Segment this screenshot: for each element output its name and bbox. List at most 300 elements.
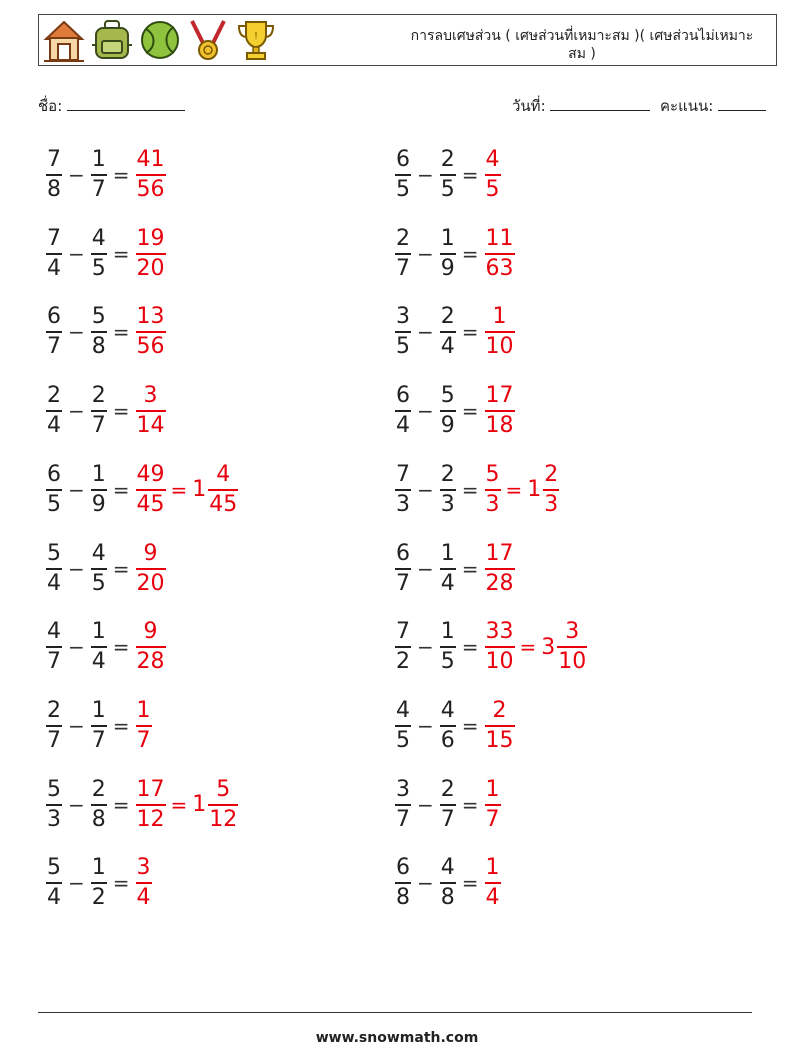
subtrahend-fraction bbox=[91, 304, 107, 360]
denominator: 5 bbox=[396, 177, 410, 202]
numerator: 1 bbox=[91, 461, 106, 487]
numerator: 6 bbox=[396, 855, 410, 881]
fraction-bar bbox=[46, 253, 62, 255]
fraction-bar bbox=[485, 568, 515, 570]
denominator: 20 bbox=[136, 255, 165, 281]
fraction-bar bbox=[395, 489, 411, 491]
fraction-bar bbox=[91, 804, 107, 806]
denominator: 5 bbox=[396, 334, 410, 360]
problem bbox=[395, 534, 515, 604]
fraction-bar bbox=[440, 568, 456, 570]
fraction-bar bbox=[440, 174, 456, 176]
equals-sign: = bbox=[461, 241, 479, 266]
denominator: 14 bbox=[136, 413, 165, 439]
denominator: 9 bbox=[91, 491, 106, 517]
numerator: 3 bbox=[396, 776, 410, 802]
equals-sign: = bbox=[112, 477, 130, 502]
numerator: 1 bbox=[440, 619, 455, 645]
equals-sign: = bbox=[112, 556, 130, 581]
fraction-bar bbox=[91, 331, 107, 333]
fraction-bar bbox=[136, 253, 166, 255]
subtrahend-fraction bbox=[440, 147, 456, 203]
minus-sign: − bbox=[68, 635, 85, 660]
numerator: 6 bbox=[47, 304, 61, 330]
date-label: วันที่: bbox=[512, 97, 546, 115]
minus-sign: − bbox=[68, 241, 85, 266]
problem bbox=[395, 691, 515, 761]
answer-fraction bbox=[136, 147, 166, 203]
minus-sign: − bbox=[68, 320, 85, 345]
numerator: 2 bbox=[440, 776, 455, 802]
equals-sign: = bbox=[461, 792, 479, 817]
denominator: 7 bbox=[91, 413, 106, 439]
subtrahend-fraction bbox=[440, 619, 456, 675]
subtrahend-fraction bbox=[91, 383, 107, 439]
denominator: 63 bbox=[485, 255, 514, 281]
problem bbox=[395, 612, 587, 682]
mixed-fraction bbox=[543, 462, 559, 518]
numerator: 9 bbox=[143, 540, 158, 566]
minuend-fraction bbox=[46, 619, 62, 675]
minus-sign: − bbox=[68, 713, 85, 738]
minus-sign: − bbox=[417, 163, 434, 187]
fraction-bar bbox=[91, 568, 107, 570]
fraction-bar bbox=[440, 489, 456, 491]
denominator: 4 bbox=[440, 334, 455, 360]
fraction-bar bbox=[543, 489, 559, 491]
subtrahend-fraction bbox=[91, 147, 107, 203]
minuend-fraction bbox=[395, 462, 411, 518]
subtrahend-fraction bbox=[440, 462, 456, 518]
denominator: 6 bbox=[440, 727, 455, 753]
numerator: 1 bbox=[485, 855, 500, 881]
denominator: 4 bbox=[136, 885, 151, 911]
problem bbox=[46, 612, 166, 682]
problem bbox=[46, 848, 152, 918]
numerator: 5 bbox=[216, 776, 231, 802]
numerator: 1 bbox=[440, 540, 455, 566]
denominator: 10 bbox=[485, 649, 514, 675]
fraction-bar bbox=[208, 804, 238, 806]
denominator: 7 bbox=[396, 255, 410, 281]
denominator: 28 bbox=[136, 649, 165, 675]
problem bbox=[46, 376, 166, 446]
denominator: 4 bbox=[440, 570, 455, 596]
date-blank bbox=[550, 96, 650, 111]
numerator: 33 bbox=[485, 619, 514, 645]
fraction-bar bbox=[136, 410, 166, 412]
answer-fraction bbox=[485, 147, 501, 203]
minuend-fraction bbox=[46, 698, 62, 754]
fraction-bar bbox=[485, 646, 515, 648]
denominator: 15 bbox=[485, 727, 514, 753]
footer-divider bbox=[38, 1012, 752, 1013]
score-field bbox=[660, 94, 766, 118]
worksheet-title: การลบเศษส่วน ( เศษส่วนที่เหมาะสม )( เศษส่วนไม่เหมาะสม ) bbox=[410, 28, 754, 62]
tennis-ball-icon bbox=[138, 17, 182, 63]
denominator: 5 bbox=[91, 255, 106, 281]
fraction-bar bbox=[485, 253, 515, 255]
numerator: 11 bbox=[485, 225, 514, 251]
fraction-bar bbox=[557, 646, 587, 648]
denominator: 10 bbox=[485, 334, 514, 360]
fraction-bar bbox=[91, 646, 107, 648]
problem bbox=[395, 455, 559, 525]
denominator: 56 bbox=[136, 334, 165, 360]
subtrahend-fraction bbox=[440, 541, 456, 597]
fraction-bar bbox=[136, 174, 166, 176]
equals-sign: = bbox=[112, 320, 130, 345]
fraction-bar bbox=[136, 882, 152, 884]
denominator: 7 bbox=[485, 806, 500, 832]
equals-sign: = bbox=[112, 163, 130, 187]
denominator: 56 bbox=[136, 177, 165, 202]
numerator: 3 bbox=[143, 383, 158, 409]
fraction-bar bbox=[395, 725, 411, 727]
denominator: 45 bbox=[136, 491, 165, 517]
numerator: 5 bbox=[440, 383, 455, 409]
denominator: 7 bbox=[47, 334, 61, 360]
fraction-bar bbox=[395, 410, 411, 412]
denominator: 7 bbox=[440, 806, 455, 832]
minuend-fraction bbox=[46, 383, 62, 439]
name-field bbox=[38, 94, 185, 118]
numerator: 3 bbox=[565, 619, 580, 645]
fraction-bar bbox=[485, 174, 501, 176]
denominator: 7 bbox=[91, 727, 106, 753]
problem bbox=[395, 219, 515, 289]
subtrahend-fraction bbox=[440, 777, 456, 833]
answer-fraction bbox=[136, 541, 166, 597]
numerator: 3 bbox=[396, 304, 410, 330]
equals-sign: = bbox=[519, 635, 537, 660]
minuend-fraction bbox=[46, 541, 62, 597]
denominator: 4 bbox=[47, 255, 61, 281]
fraction-bar bbox=[395, 568, 411, 570]
minus-sign: − bbox=[417, 871, 434, 896]
minus-sign: − bbox=[68, 792, 85, 817]
fraction-bar bbox=[440, 646, 456, 648]
denominator: 8 bbox=[91, 806, 106, 832]
numerator: 6 bbox=[396, 540, 410, 566]
fraction-bar bbox=[46, 804, 62, 806]
fraction-bar bbox=[440, 882, 456, 884]
date-field bbox=[512, 94, 650, 118]
numerator: 1 bbox=[91, 855, 106, 881]
minuend-fraction bbox=[395, 383, 411, 439]
numerator: 4 bbox=[91, 225, 106, 251]
numerator: 1 bbox=[91, 697, 106, 723]
minus-sign: − bbox=[417, 556, 434, 581]
minus-sign: − bbox=[417, 477, 434, 502]
denominator: 3 bbox=[440, 491, 455, 517]
fraction-bar bbox=[46, 882, 62, 884]
fraction-bar bbox=[395, 804, 411, 806]
denominator: 12 bbox=[136, 806, 165, 832]
fraction-bar bbox=[46, 489, 62, 491]
minuend-fraction bbox=[395, 541, 411, 597]
subtrahend-fraction bbox=[91, 226, 107, 282]
fraction-bar bbox=[440, 410, 456, 412]
numerator: 2 bbox=[396, 225, 410, 251]
score-blank bbox=[718, 96, 766, 111]
fraction-bar bbox=[395, 174, 411, 176]
numerator: 2 bbox=[440, 304, 455, 330]
equals-sign: = bbox=[170, 477, 188, 502]
numerator: 7 bbox=[47, 147, 61, 172]
fraction-bar bbox=[136, 489, 166, 491]
answer-fraction bbox=[136, 619, 166, 675]
numerator: 4 bbox=[440, 855, 455, 881]
fraction-bar bbox=[91, 882, 107, 884]
denominator: 5 bbox=[440, 177, 455, 202]
denominator: 8 bbox=[396, 885, 410, 911]
medal-icon bbox=[186, 17, 230, 63]
subtrahend-fraction bbox=[440, 226, 456, 282]
denominator: 9 bbox=[440, 255, 455, 281]
fraction-bar bbox=[485, 489, 501, 491]
numerator: 2 bbox=[544, 461, 559, 487]
denominator: 7 bbox=[47, 649, 61, 675]
equals-sign: = bbox=[461, 871, 479, 896]
problem bbox=[395, 848, 501, 918]
problem bbox=[395, 770, 501, 840]
answer-fraction bbox=[136, 855, 152, 911]
numerator: 7 bbox=[47, 225, 61, 251]
numerator: 1 bbox=[91, 147, 106, 172]
denominator: 7 bbox=[91, 177, 106, 202]
denominator: 18 bbox=[485, 413, 514, 439]
equals-sign: = bbox=[112, 241, 130, 266]
minuend-fraction bbox=[395, 226, 411, 282]
denominator: 8 bbox=[440, 885, 455, 911]
minus-sign: − bbox=[68, 556, 85, 581]
mixed-whole: 3 bbox=[541, 634, 556, 660]
mixed-fraction bbox=[208, 777, 238, 833]
equals-sign: = bbox=[112, 635, 130, 660]
denominator: 4 bbox=[47, 885, 61, 911]
worksheet-header bbox=[38, 14, 777, 66]
fraction-bar bbox=[136, 804, 166, 806]
numerator: 1 bbox=[91, 619, 106, 645]
numerator: 1 bbox=[492, 304, 507, 330]
minuend-fraction bbox=[395, 698, 411, 754]
answer-fraction bbox=[136, 698, 152, 754]
fraction-bar bbox=[91, 489, 107, 491]
equals-sign: = bbox=[461, 713, 479, 738]
denominator: 5 bbox=[91, 570, 106, 596]
score-label: คะแนน: bbox=[660, 97, 714, 115]
minus-sign: − bbox=[417, 792, 434, 817]
footer-site: www.snowmath.com bbox=[315, 1030, 479, 1046]
denominator: 20 bbox=[136, 570, 165, 596]
svg-text:!: ! bbox=[254, 31, 259, 42]
numerator: 17 bbox=[136, 776, 165, 802]
denominator: 28 bbox=[485, 570, 514, 596]
minus-sign: − bbox=[68, 163, 85, 187]
mixed-whole: 1 bbox=[192, 792, 207, 818]
mixed-fraction bbox=[208, 462, 238, 518]
fraction-bar bbox=[395, 882, 411, 884]
fraction-bar bbox=[485, 725, 515, 727]
minuend-fraction bbox=[46, 226, 62, 282]
fraction-bar bbox=[485, 882, 501, 884]
name-blank bbox=[67, 96, 185, 111]
equals-sign: = bbox=[461, 556, 479, 581]
answer-fraction bbox=[485, 619, 515, 675]
numerator: 2 bbox=[47, 383, 61, 409]
fraction-bar bbox=[440, 725, 456, 727]
fraction-bar bbox=[46, 331, 62, 333]
numerator: 7 bbox=[396, 461, 410, 487]
numerator: 6 bbox=[396, 147, 410, 172]
fraction-bar bbox=[395, 331, 411, 333]
numerator: 5 bbox=[47, 855, 61, 881]
minus-sign: − bbox=[68, 477, 85, 502]
numerator: 4 bbox=[216, 461, 231, 487]
fraction-bar bbox=[395, 253, 411, 255]
fraction-bar bbox=[46, 410, 62, 412]
denominator: 2 bbox=[91, 885, 106, 911]
denominator: 3 bbox=[396, 491, 410, 517]
denominator: 4 bbox=[91, 649, 106, 675]
subtrahend-fraction bbox=[440, 855, 456, 911]
equals-sign: = bbox=[461, 399, 479, 424]
numerator: 49 bbox=[136, 461, 165, 487]
numerator: 5 bbox=[47, 776, 61, 802]
mixed-whole: 1 bbox=[527, 477, 542, 503]
denominator: 4 bbox=[485, 885, 500, 911]
denominator: 5 bbox=[440, 649, 455, 675]
answer-fraction bbox=[485, 226, 515, 282]
minus-sign: − bbox=[417, 635, 434, 660]
minuend-fraction bbox=[46, 855, 62, 911]
numerator: 7 bbox=[396, 619, 410, 645]
answer-fraction bbox=[485, 304, 515, 360]
answer-fraction bbox=[485, 462, 501, 518]
answer-fraction bbox=[485, 541, 515, 597]
denominator: 5 bbox=[396, 727, 410, 753]
subtrahend-fraction bbox=[91, 462, 107, 518]
numerator: 1 bbox=[136, 697, 151, 723]
minus-sign: − bbox=[417, 241, 434, 266]
answer-fraction bbox=[136, 462, 166, 518]
minuend-fraction bbox=[46, 777, 62, 833]
answer-fraction bbox=[136, 304, 166, 360]
minuend-fraction bbox=[46, 304, 62, 360]
minus-sign: − bbox=[68, 871, 85, 896]
fraction-bar bbox=[91, 725, 107, 727]
minuend-fraction bbox=[395, 304, 411, 360]
numerator: 3 bbox=[136, 855, 151, 881]
numerator: 5 bbox=[47, 540, 61, 566]
minuend-fraction bbox=[46, 147, 62, 203]
fraction-bar bbox=[136, 331, 166, 333]
fraction-bar bbox=[91, 174, 107, 176]
denominator: 9 bbox=[440, 413, 455, 439]
problem bbox=[46, 770, 238, 840]
numerator: 4 bbox=[485, 147, 500, 172]
house-icon bbox=[42, 17, 86, 63]
numerator: 6 bbox=[396, 383, 410, 409]
problem bbox=[46, 691, 152, 761]
numerator: 41 bbox=[136, 147, 165, 172]
subtrahend-fraction bbox=[440, 304, 456, 360]
equals-sign: = bbox=[112, 871, 130, 896]
numerator: 2 bbox=[440, 147, 455, 172]
answer-fraction bbox=[136, 777, 166, 833]
problem bbox=[46, 140, 166, 210]
numerator: 2 bbox=[440, 461, 455, 487]
answer-fraction bbox=[485, 698, 515, 754]
fraction-bar bbox=[91, 253, 107, 255]
denominator: 7 bbox=[396, 570, 410, 596]
denominator: 7 bbox=[47, 727, 61, 753]
fraction-bar bbox=[485, 331, 515, 333]
numerator: 2 bbox=[91, 383, 106, 409]
header-icons bbox=[42, 17, 278, 63]
fraction-bar bbox=[440, 253, 456, 255]
equals-sign: = bbox=[170, 792, 188, 817]
problem bbox=[46, 297, 166, 367]
subtrahend-fraction bbox=[91, 619, 107, 675]
minuend-fraction bbox=[395, 777, 411, 833]
denominator: 8 bbox=[91, 334, 106, 360]
equals-sign: = bbox=[112, 792, 130, 817]
denominator: 7 bbox=[396, 806, 410, 832]
numerator: 13 bbox=[136, 304, 165, 330]
fraction-bar bbox=[440, 804, 456, 806]
denominator: 5 bbox=[47, 491, 61, 517]
minus-sign: − bbox=[68, 399, 85, 424]
answer-fraction bbox=[136, 383, 166, 439]
numerator: 19 bbox=[136, 225, 165, 251]
numerator: 6 bbox=[47, 461, 61, 487]
equals-sign: = bbox=[461, 477, 479, 502]
name-label: ชื่อ: bbox=[38, 97, 63, 115]
minuend-fraction bbox=[46, 462, 62, 518]
backpack-icon bbox=[90, 17, 134, 63]
numerator: 1 bbox=[440, 225, 455, 251]
answer-fraction bbox=[485, 383, 515, 439]
denominator: 7 bbox=[136, 727, 151, 753]
minuend-fraction bbox=[395, 147, 411, 203]
equals-sign: = bbox=[112, 399, 130, 424]
problem bbox=[46, 455, 238, 525]
denominator: 3 bbox=[47, 806, 61, 832]
denominator: 3 bbox=[485, 491, 500, 517]
problem bbox=[395, 297, 515, 367]
fraction-bar bbox=[46, 174, 62, 176]
numerator: 5 bbox=[91, 304, 106, 330]
denominator: 3 bbox=[544, 491, 559, 517]
numerator: 9 bbox=[143, 619, 158, 645]
minuend-fraction bbox=[395, 855, 411, 911]
fraction-bar bbox=[208, 489, 238, 491]
subtrahend-fraction bbox=[91, 698, 107, 754]
minus-sign: − bbox=[417, 320, 434, 345]
fraction-bar bbox=[46, 646, 62, 648]
equals-sign: = bbox=[461, 320, 479, 345]
problem bbox=[46, 534, 166, 604]
numerator: 4 bbox=[440, 697, 455, 723]
numerator: 1 bbox=[485, 776, 500, 802]
denominator: 2 bbox=[396, 649, 410, 675]
fraction-bar bbox=[46, 568, 62, 570]
numerator: 4 bbox=[91, 540, 106, 566]
fraction-bar bbox=[46, 725, 62, 727]
numerator: 2 bbox=[492, 697, 507, 723]
